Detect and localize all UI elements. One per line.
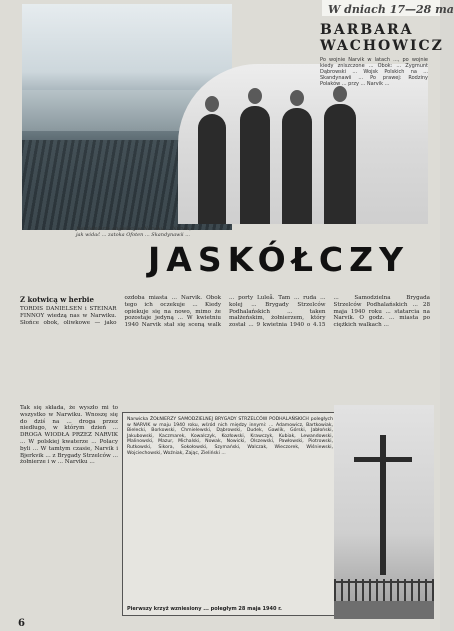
author-name: BARBARA WACHOWICZ: [320, 22, 444, 54]
photo-caption: Jest żołnierze angielscy w Narviku ... Narvik, jak widać ... zatoka Ofoten ... Skandynawii ...: [76, 226, 191, 238]
issue-header: W dniach 17—28 ma: [322, 0, 440, 16]
article-body: [20, 295, 430, 405]
box-footer: Pierwszy krzyż wzniesiony ... poległym 28 maja 1940 r.: [127, 606, 282, 612]
section-heading: Z kotwicą w herbie: [20, 295, 94, 304]
memorial-cross-photo: [334, 405, 434, 619]
person-figure: [198, 114, 226, 224]
fallen-list-text: Narwicka ŻOŁNIERZY SAMODZIELNEJ BRYGADY STRZELCÓW PODHALAŃSKICH poległych w NARVIK w maju 1940 roku, wśród nich między innymi: ... Adamowicz, Bartkowiak, Bielecki, Borkowski, Chmielewski, Dąbrowski, Dudek, Gawlik, Górski, Jabłoński, Jakubowski, Kaczmarek, Kowalczyk, Kozłowski, Krawczyk, Kubiak, Lewandowski, Malinowski, Mazur, Michalski, Nowak, Nowicki, Olszewski, Pawłowski, Piotrowski, Rutkowski, Sikora, Sokołowski, Szymański, Walczak, Wieczorek, Wiśniewski, Wojciechowski, Woźniak, Zając, Zieliński ...: [127, 417, 333, 456]
article-text-lower: Tak się składa, że wyszło mi to wszystko w Narwiku. Wnoszę się do dziś na ... droga przez niedługo, w którym dzień ... DROGA WIODŁA PRZEZ NARVIK ... W polskiej kwaterze ... Polacy byli ... W tamtym czasie, Narvik i Bjerkvik ... z Brygady Strzelców ... żołnierze i w ... Narviku ...: [20, 405, 118, 466]
page-number: 6: [18, 618, 25, 629]
photo-captions-right: Po wojnie Narvik w latach ..., po wojnie kiedy zniszczone ... Obok: ... Zygmunt Dąbrowski ... Wojsk Polskich na ... Skandynawii ... Po prawej: Rodziny Polaków ... przy ... Narvik ...: [320, 57, 428, 87]
person-figure: [282, 108, 312, 224]
cross-post: [380, 435, 386, 575]
article-text: TORDIS DANIELSEN i STEINAR FINNOY wiedzą nas w Narwiku. Słońce obok, oliwkowe — jako ozdoba miasta ... Narvik. Obok tego ich oczekuje ... Kiedy opiekuje się na nowo, mimo że pozostaje jedyną ... W kwietniu 1940 Narvik stał się sceną walk ... porty Luleå. Tam ... ruda ... kolej ... Brygady Strzelców Podhalańskich ... taken małżeńskim, żołnierzem, który został ... 9 kwietnia 1940 o 4.15 ... Samodzielna Brygada Strzelców Podhalańskich ... 28 maja 1940 roku ... statarcia na Narvik. O godz. ... miasta po ciężkich walkach ...: [20, 295, 430, 329]
fallen-soldiers-box: [122, 412, 338, 616]
author-column: [320, 22, 444, 222]
person-figure: [240, 106, 270, 224]
cross-beam: [354, 457, 412, 462]
cemetery-fence: [334, 579, 434, 601]
article-title: JASKÓŁCZY: [148, 240, 409, 279]
